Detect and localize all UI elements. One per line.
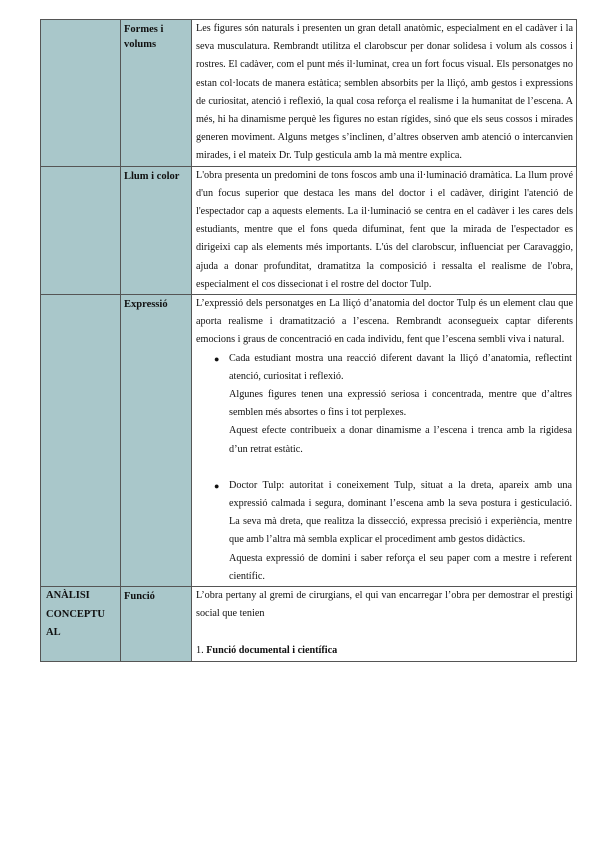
expressio-intro: L’expressió dels personatges en La lliçó d’anatomia del doctor Tulp és un element clau que aporta realisme i dramatització a l’escena. Rembrandt aconsegueix captar diferents emocions i graus de concentració en cada individu, fent que l’escena sembli viva i natural. [196, 298, 573, 346]
funcio-text: L’obra pertany al gremi de cirurgians, el qui van encarregar l’obra per demostrar el prestigi social que tenien [196, 590, 573, 620]
row-label-funcio: Funció [124, 591, 155, 603]
funcio-item [192, 642, 576, 661]
row-formes-volums [41, 20, 577, 167]
section-cell-empty [41, 20, 121, 167]
bullet2-text-a: Doctor Tulp: autoritat i coneixement Tulp, situat a la dreta, apareix amb una expressió calmada i segura, dominant l’escena amb la seva postura i gesticulació. La seva mà dreta, que realitza la dissecció, expressa precisió i experiència, mentre que amb l’altra mà sembla explicar el procediment amb gestos didàctics. [229, 479, 572, 546]
row-llum-color [41, 166, 577, 294]
bullet1-text-a: Cada estudiant mostra una reacció diferent davant la lliçó d’anatomia, reflectint atenció, curiositat i reflexió. [229, 352, 572, 382]
section-cell-empty [41, 166, 121, 294]
row-expressio [41, 295, 577, 587]
expressio-bullet-list [192, 350, 576, 586]
analysis-table [40, 19, 577, 662]
bullet2-text-b: Aquesta expressió de domini i saber reforça el seu paper com a mestre i referent científic. [229, 552, 572, 582]
funcio-item-number: 1. [196, 644, 204, 656]
bullet1-text-c: Aquest efecte contribueix a donar dinamisme a l’escena i trenca amb la rigidesa d’un retrat estàtic. [229, 425, 572, 455]
list-item [214, 477, 572, 586]
label-cell [121, 166, 192, 294]
section-cell-analisi [41, 587, 121, 662]
funcio-item-title: Funció documental i científica [206, 644, 338, 656]
content-cell [192, 295, 577, 587]
section-cell-empty [41, 295, 121, 587]
row-funcio [41, 587, 577, 662]
formes-text: Les figures són naturals i presenten un gran detall anatòmic, especialment en el cadàver i la seva musculatura. Rembrandt utilitza el clarobscur per donar solidesa i volum als cossos i rostres. El cadàver, com el punt més il·luminat, crea un fort focus visual. Els personatges no estan col·locats de manera estàtica; semblen absorbits per la lliçó, amb gestos i expressions de curiositat, atenció i reflexió, la qual cosa reforça el realisme i la humanitat de l’escena. A més, hi ha dinamisme perquè les figures no estan rígides, sinó que els seus cossos i mirades generen moviment. Alguns metges s’inclinen, d’altres observen amb atenció o intercanvien mirades, i el mateix Dr. Tulp gesticula amb la mà mentre explica. [196, 23, 573, 162]
bullet-icon: ● [214, 353, 220, 364]
content-cell [192, 166, 577, 294]
row-label-expressio: Expressió [124, 299, 168, 311]
label-cell [121, 587, 192, 662]
content-cell [192, 587, 577, 662]
bullet-icon: ● [214, 480, 220, 491]
row-label-llum: Llum i color [124, 170, 180, 182]
section-label-analisi-conceptual: ANÀLISI CONCEPTU AL [46, 590, 105, 639]
content-cell [192, 20, 577, 167]
row-label-formes: Formes i volums [124, 24, 164, 50]
list-item [214, 350, 572, 459]
llum-text: L'obra presenta un predomini de tons foscos amb una il·luminació dramàtica. La llum prové d'un focus superior que destaca les mans del doctor i el cadàver, dirigint l'atenció de l'espectador cap a aquests elements. La il·luminació se centra en el cadàver i les cares dels estudiants, mentre que el fons queda difuminat, fent que la mirada de l'espectador es dirigeixi cap als elements més importants. L'ús del clarobscur, influenciat per Caravaggio, ajuda a donar profunditat, dramatitza la composició i ressalta el realisme de l'obra, especialment el cos dissecionat i el rostre del doctor Tulp. [196, 169, 573, 290]
label-cell [121, 20, 192, 167]
label-cell [121, 295, 192, 587]
bullet1-text-b: Algunes figures tenen una expressió seriosa i concentrada, mentre que d’altres semblen més absortes o fins i tot perplexes. [229, 389, 572, 419]
